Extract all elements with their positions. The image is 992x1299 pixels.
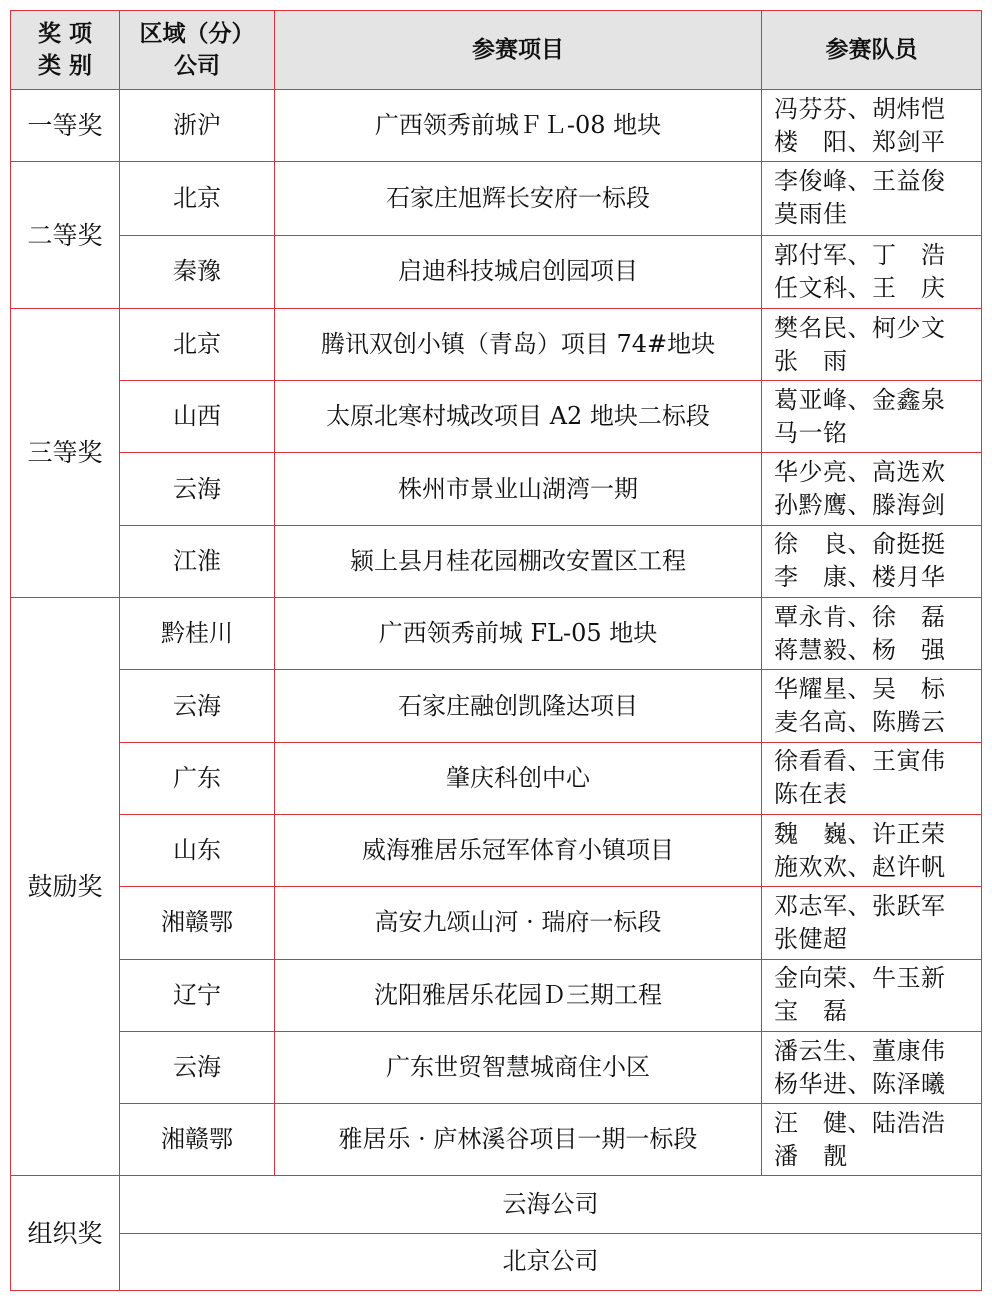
project-cell: 颍上县月桂花园棚改安置区工程 (275, 525, 762, 597)
region-cell: 湘赣鄂 (120, 1104, 275, 1176)
table-row (11, 381, 982, 453)
region-cell: 秦豫 (120, 235, 275, 308)
table-row (11, 90, 982, 162)
project-cell: 威海雅居乐冠军体育小镇项目 (275, 814, 762, 886)
table-row (11, 162, 982, 235)
region-cell: 北京 (120, 162, 275, 235)
table-row (11, 598, 982, 670)
members-cell: 华耀星、吴 标 麦名高、陈腾云 (762, 670, 982, 742)
region-cell: 山西 (120, 381, 275, 453)
members-cell: 徐看看、王寅伟 陈在表 (762, 742, 982, 814)
table-row (11, 1104, 982, 1176)
project-cell: 广西领秀前城ＦＬ-08 地块 (275, 90, 762, 162)
members-cell: 潘云生、董康伟 杨华进、陈泽曦 (762, 1031, 982, 1103)
region-cell: 湘赣鄂 (120, 887, 275, 959)
members-cell: 汪 健、陆浩浩 潘 靓 (762, 1104, 982, 1176)
region-cell: 山东 (120, 814, 275, 886)
region-cell: 云海 (120, 670, 275, 742)
table-row (11, 814, 982, 886)
header-region: 区域（分） 公司 (120, 11, 275, 90)
organization-winner: 云海公司 (120, 1176, 982, 1233)
region-cell: 黔桂川 (120, 598, 275, 670)
members-cell: 葛亚峰、金鑫泉 马一铭 (762, 381, 982, 453)
project-cell: 广西领秀前城 FL-05 地块 (275, 598, 762, 670)
members-cell: 魏 巍、许正荣 施欢欢、赵许帆 (762, 814, 982, 886)
project-cell: 石家庄旭辉长安府一标段 (275, 162, 762, 235)
project-cell: 广东世贸智慧城商住小区 (275, 1031, 762, 1103)
members-cell: 覃永肯、徐 磊 蒋慧毅、杨 强 (762, 598, 982, 670)
project-cell: 株州市景业山湖湾一期 (275, 453, 762, 525)
table-row (11, 1031, 982, 1103)
members-cell: 邓志军、张跃军 张健超 (762, 887, 982, 959)
header-project: 参赛项目 (275, 11, 762, 90)
table-row (11, 235, 982, 308)
project-cell: 高安九颂山河 · 瑞府一标段 (275, 887, 762, 959)
header-row (11, 11, 982, 90)
region-cell: 北京 (120, 308, 275, 380)
region-cell: 辽宁 (120, 959, 275, 1031)
region-cell: 浙沪 (120, 90, 275, 162)
table-row (11, 525, 982, 597)
region-cell: 江淮 (120, 525, 275, 597)
award-category-first: 一等奖 (11, 90, 120, 162)
table-row (11, 959, 982, 1031)
header-category: 奖 项 类 别 (11, 11, 120, 90)
table-row (11, 453, 982, 525)
members-cell: 郭付军、丁 浩 任文科、王 庆 (762, 235, 982, 308)
award-category-second: 二等奖 (11, 162, 120, 309)
project-cell: 肇庆科创中心 (275, 742, 762, 814)
region-cell: 广东 (120, 742, 275, 814)
header-members: 参赛队员 (762, 11, 982, 90)
award-category-encouragement: 鼓励奖 (11, 598, 120, 1176)
project-cell: 石家庄融创凯隆达项目 (275, 670, 762, 742)
project-cell: 雅居乐 · 庐林溪谷项目一期一标段 (275, 1104, 762, 1176)
members-cell: 李俊峰、王益俊 莫雨佳 (762, 162, 982, 235)
members-cell: 徐 良、俞挺挺 李 康、楼月华 (762, 525, 982, 597)
region-cell: 云海 (120, 453, 275, 525)
award-category-organization: 组织奖 (11, 1176, 120, 1291)
table-row (11, 308, 982, 380)
project-cell: 太原北寒村城改项目 A2 地块二标段 (275, 381, 762, 453)
organization-winner: 北京公司 (120, 1233, 982, 1290)
project-cell: 腾讯双创小镇（青岛）项目 74#地块 (275, 308, 762, 380)
table-row (11, 1176, 982, 1233)
members-cell: 樊名民、柯少文 张 雨 (762, 308, 982, 380)
project-cell: 启迪科技城启创园项目 (275, 235, 762, 308)
table-row (11, 1233, 982, 1290)
award-table (10, 10, 982, 1291)
project-cell: 沈阳雅居乐花园Ｄ三期工程 (275, 959, 762, 1031)
table-row (11, 887, 982, 959)
members-cell: 金向荣、牛玉新 宝 磊 (762, 959, 982, 1031)
members-cell: 华少亮、高选欢 孙黔鹰、滕海剑 (762, 453, 982, 525)
table-row (11, 670, 982, 742)
members-cell: 冯芬芬、胡炜恺 楼 阳、郑剑平 (762, 90, 982, 162)
award-category-third: 三等奖 (11, 308, 120, 597)
table-row (11, 742, 982, 814)
region-cell: 云海 (120, 1031, 275, 1103)
